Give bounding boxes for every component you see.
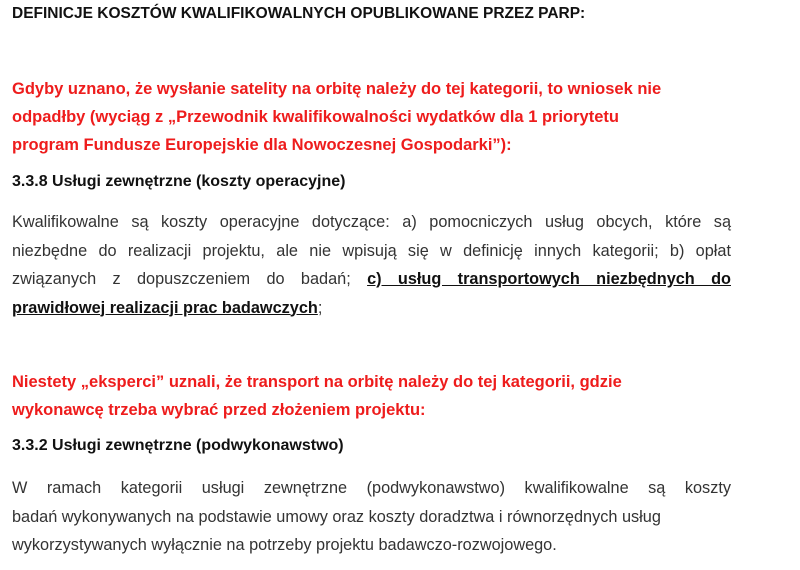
- red-note-line: Niestety „eksperci” uznali, że transport na orbitę należy do tej kategorii, gdzie: [12, 373, 622, 391]
- body-line: Kwalifikowalne są koszty operacyjne dotyczące: a) pomocniczych usług obcych, które są: [12, 213, 731, 231]
- document-heading: DEFINICJE KOSZTÓW KWALIFIKOWALNYCH OPUBLIKOWANE PRZEZ PARP:: [12, 5, 586, 22]
- body-line: badań wykonywanych na podstawie umowy oraz koszty doradztwa i równorzędnych usług: [12, 507, 661, 526]
- red-note-experts: [12, 368, 742, 424]
- section-title-operating-costs: 3.3.8 Usługi zewnętrzne (koszty operacyjne): [12, 173, 346, 190]
- body-line-mixed: [12, 265, 731, 294]
- body-line: wykorzystywanych wyłącznie na potrzeby projektu badawczo-rozwojowego.: [12, 536, 557, 554]
- red-note-line: Gdyby uznano, że wysłanie satelity na orbitę należy do tej kategorii, to wniosek nie: [12, 80, 662, 98]
- body-line: niezbędne do realizacji projektu, ale nie wpisują się w definicję innych kategorii; b) opłat: [12, 241, 731, 260]
- red-note-satellite: [12, 75, 742, 159]
- body-line-mixed: [12, 294, 731, 323]
- emphasized-text: prawidłowej realizacji prac badawczych: [12, 298, 318, 317]
- body-text-plain: ;: [317, 298, 323, 317]
- emphasized-text: c) usług transportowych niezbędnych do: [367, 270, 731, 288]
- body-line: W ramach kategorii usługi zewnętrzne (podwykonawstwo) kwalifikowalne są koszty: [12, 479, 731, 497]
- red-note-line: odpadłby (wyciąg z „Przewodnik kwalifikowalności wydatków dla 1 priorytetu: [12, 108, 619, 126]
- body-text-plain: związanych z dopuszczeniem do badań;: [12, 270, 368, 288]
- red-note-line: program Fundusze Europejskie dla Nowoczesnej Gospodarki”):: [12, 136, 512, 154]
- section-body-operating-costs: [12, 208, 731, 322]
- section-body-subcontracting: [12, 474, 731, 560]
- red-note-line: wykonawcę trzeba wybrać przed złożeniem projektu:: [12, 401, 426, 419]
- section-title-subcontracting: 3.3.2 Usługi zewnętrzne (podwykonawstwo): [12, 437, 344, 454]
